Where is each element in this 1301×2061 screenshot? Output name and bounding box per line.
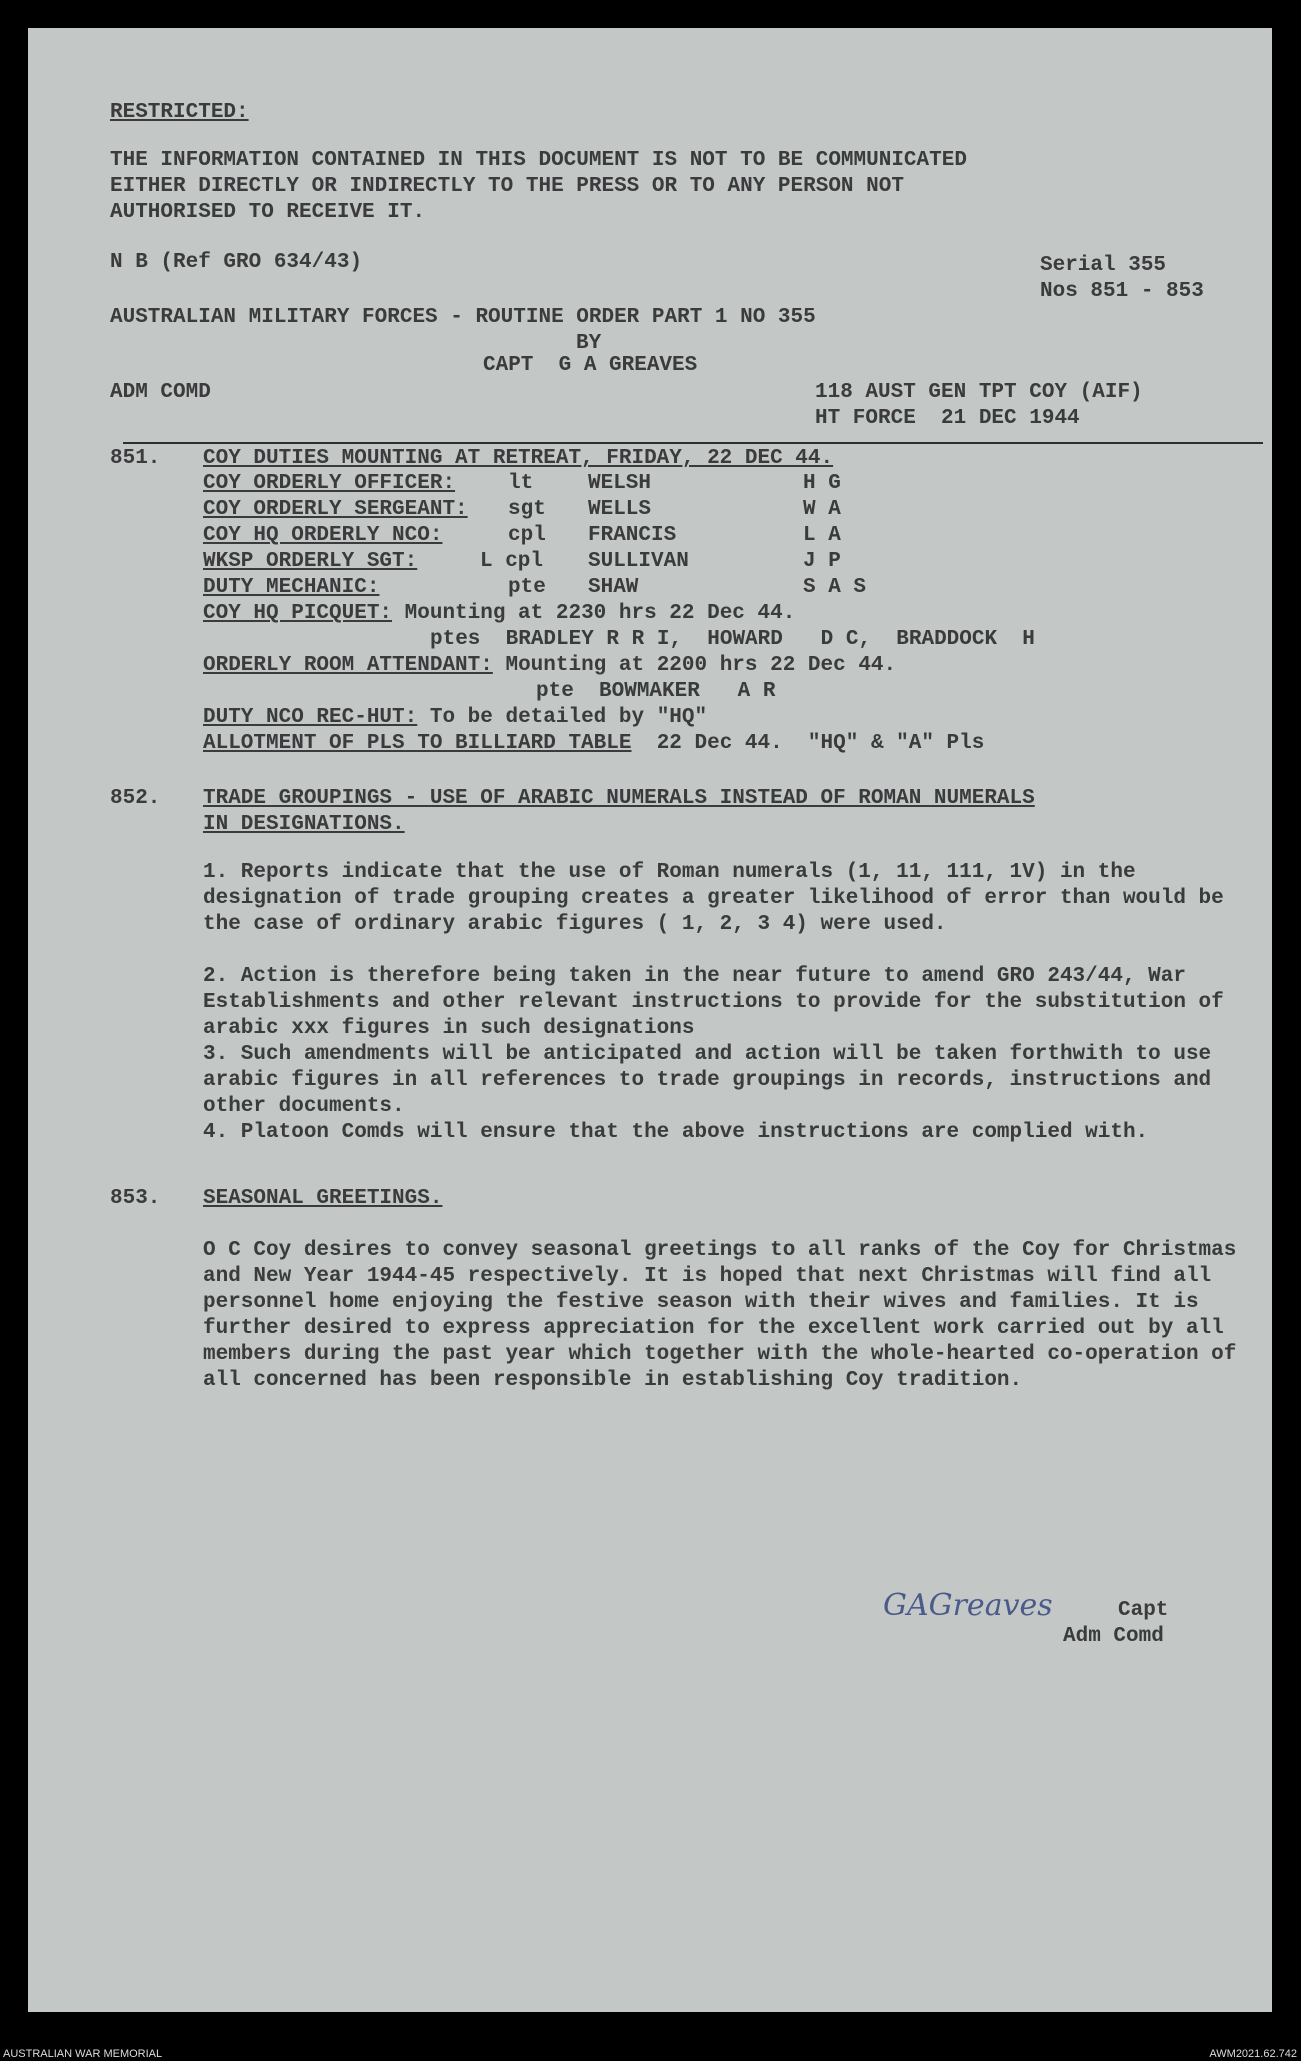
signature-title: Adm Comd — [1063, 1625, 1164, 1648]
section-852-heading-line-1: TRADE GROUPINGS - USE OF ARABIC NUMERALS INSTEAD OF ROMAN NUMERALS — [203, 787, 1035, 810]
billiard-label: ALLOTMENT OF PLS TO BILLIARD TABLE — [203, 732, 632, 755]
notice-line-3: AUTHORISED TO RECEIVE IT. — [110, 201, 426, 224]
duty-initials: S A S — [803, 576, 867, 599]
section-851-number: 851. — [110, 447, 161, 470]
picquet-label: COY HQ PICQUET: — [203, 602, 393, 625]
orderly-room-row — [203, 653, 896, 679]
duty-initials: J P — [803, 550, 841, 573]
section-852-para-4: 4. Platoon Comds will ensure that the above instructions are complied with. — [203, 1121, 1149, 1144]
duty-role: COY ORDERLY SERGEANT: — [203, 498, 468, 521]
duty-role: WKSP ORDERLY SGT: — [203, 550, 418, 573]
orderly-room-label: ORDERLY ROOM ATTENDANT: — [203, 654, 493, 677]
captain-name: CAPT G A GREAVES — [483, 354, 698, 377]
footer-source: AUSTRALIAN WAR MEMORIAL — [3, 2048, 163, 2060]
section-853-number: 853. — [110, 1187, 161, 1210]
billiard-text: 22 Dec 44. "HQ" & "A" Pls — [656, 732, 985, 755]
duty-rank: pte — [508, 576, 546, 599]
section-852-para-3: 3. Such amendments will be anticipated and action will be taken forthwith to use arabic figures in all references to trade groupings in records, instructions and other documents. — [203, 1043, 1212, 1118]
unit-date: HT FORCE 21 DEC 1944 — [815, 407, 1080, 430]
header-divider — [123, 442, 1263, 444]
section-852-para-2: 2. Action is therefore being taken in the near future to amend GRO 243/44, War Establishments and other relevant instructions to provide for the substitution of arabic xxx figures in such designations — [203, 965, 1224, 1040]
billiard-row — [203, 731, 984, 757]
rec-hut-row — [203, 705, 707, 731]
rec-hut-label: DUTY NCO REC-HUT: — [203, 706, 418, 729]
restricted-label: RESTRICTED: — [110, 101, 249, 124]
orderly-room-private: pte BOWMAKER A R — [536, 680, 776, 703]
document-page — [28, 28, 1272, 2012]
duty-rank: lt — [508, 472, 534, 495]
orderly-room-text: Mounting at 2200 hrs 22 Dec 44. — [505, 654, 897, 677]
duty-rank: cpl — [508, 524, 546, 547]
section-853-body: O C Coy desires to convey seasonal greetings to all ranks of the Coy for Christmas and New Year 1944-45 respectively. It is hoped that next Christmas will find all personnel home enjoying the festive season with their wives and families. It is further desired to express appreciation for the excellent work carried out by all members during the past year which together with the whole-hearted co-operation of all concerned has been responsible in establishing Coy tradition. — [203, 1239, 1237, 1392]
duty-role: DUTY MECHANIC: — [203, 576, 380, 599]
duty-initials: L A — [803, 524, 841, 547]
duty-rank: L cpl — [480, 550, 544, 573]
notice-line-2: EITHER DIRECTLY OR INDIRECTLY TO THE PRESS OR TO ANY PERSON NOT — [110, 175, 904, 198]
adm-comd-label: ADM COMD — [110, 381, 211, 404]
picquet-row — [203, 601, 795, 627]
rec-hut-text: To be detailed by "HQ" — [429, 706, 708, 729]
signature-rank: Capt — [1118, 1599, 1169, 1622]
picquet-privates: ptes BRADLEY R R I, HOWARD D C, BRADDOCK H — [430, 628, 1035, 651]
serial-number: Serial 355 — [1040, 254, 1167, 277]
footer-accession-id: AWM2021.62.742 — [1209, 2048, 1297, 2060]
duty-role: COY HQ ORDERLY NCO: — [203, 524, 443, 547]
notice-line-1: THE INFORMATION CONTAINED IN THIS DOCUMENT IS NOT TO BE COMMUNICATED — [110, 149, 967, 172]
duty-initials: H G — [803, 472, 841, 495]
by-label: BY — [576, 332, 602, 355]
duty-role: COY ORDERLY OFFICER: — [203, 472, 456, 495]
duty-name: WELLS — [588, 498, 652, 521]
duty-name: FRANCIS — [588, 524, 677, 547]
duty-initials: W A — [803, 498, 841, 521]
duty-name: WELSH — [588, 472, 652, 495]
unit-name: 118 AUST GEN TPT COY (AIF) — [815, 381, 1143, 404]
section-851-heading: COY DUTIES MOUNTING AT RETREAT, FRIDAY, 22 DEC 44. — [203, 447, 834, 470]
nb-reference: N B (Ref GRO 634/43) — [110, 251, 363, 274]
section-852-number: 852. — [110, 787, 161, 810]
section-852-heading-line-2: IN DESIGNATIONS. — [203, 813, 405, 836]
duty-name: SULLIVAN — [588, 550, 689, 573]
section-852-para-1: 1. Reports indicate that the use of Roman numerals (1, 11, 111, 1V) in the designation of trade grouping creates a greater likelihood of error than would be the case of ordinary arabic figures ( 1, 2, 3 4) were used. — [203, 861, 1224, 936]
duty-rank: sgt — [508, 498, 546, 521]
handwritten-signature: GAGreaves — [883, 1588, 1053, 1623]
picquet-text: Mounting at 2230 hrs 22 Dec 44. — [404, 602, 796, 625]
order-numbers: Nos 851 - 853 — [1040, 280, 1204, 303]
section-853-heading: SEASONAL GREETINGS. — [203, 1187, 443, 1210]
order-title: AUSTRALIAN MILITARY FORCES - ROUTINE ORDER PART 1 NO 355 — [110, 306, 816, 329]
duty-name: SHAW — [588, 576, 639, 599]
